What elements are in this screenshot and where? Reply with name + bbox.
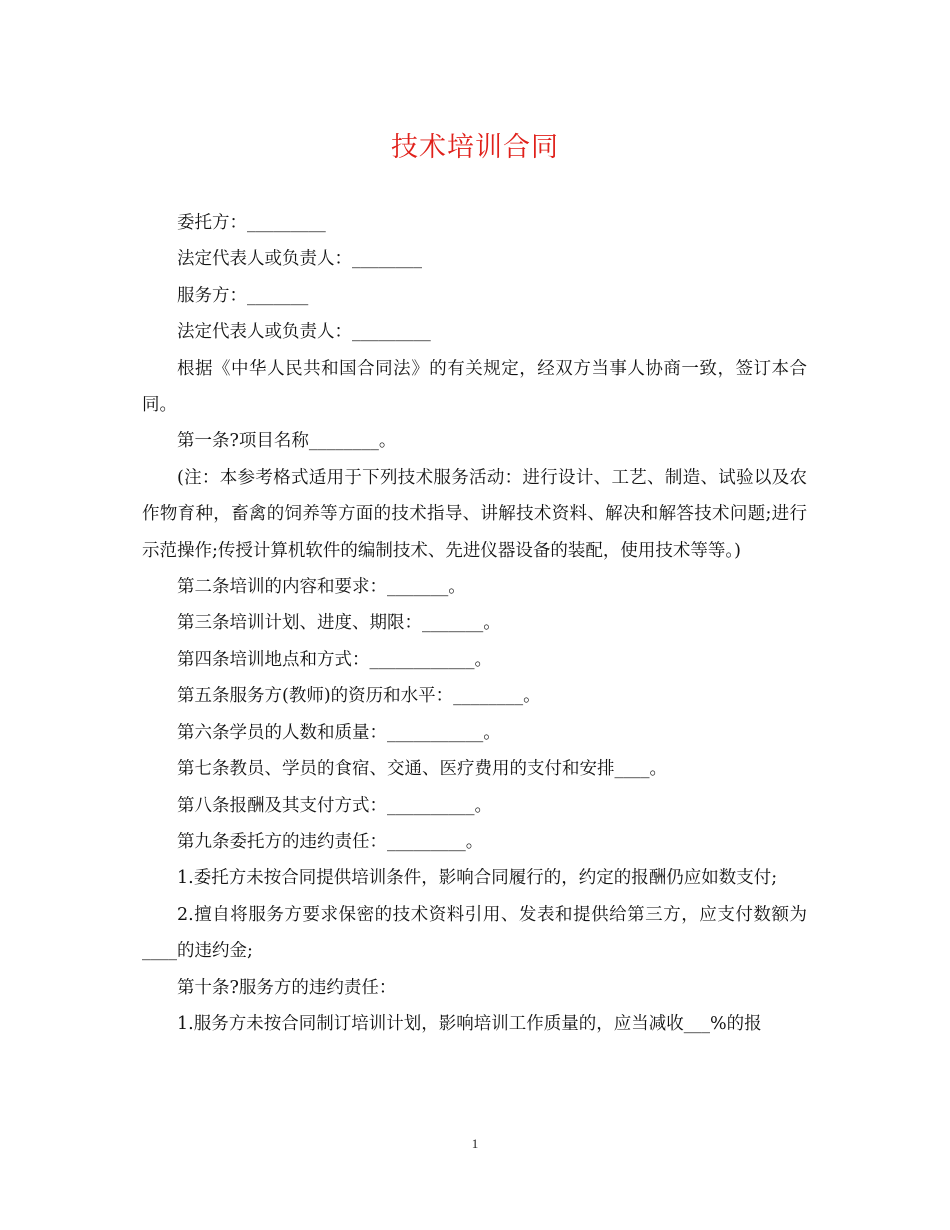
document-title: 技术培训合同 [391, 132, 559, 163]
paragraph-service-provider: 服务方：_______ [177, 285, 309, 306]
paragraph-article-6: 第六条学员的人数和质量：___________。 [177, 722, 501, 743]
paragraph-article-9-item-1: 1.委托方未按合同提供培训条件，影响合同履行的，约定的报酬仍应如数支付; [177, 868, 778, 889]
paragraph-note: (注：本参考格式适用于下列技术服务活动：进行设计、工艺、制造、试验以及农作物育种，畜禽的饲养等方面的技术指导、讲解技术资料、解决和解答技术问题;进行示范操作;传授计算机软件的编制技术、先进仪器设备的装配，使用技术等等。) [142, 467, 807, 561]
paragraph-article-5: 第五条服务方(教师)的资历和水平：________。 [177, 686, 541, 707]
paragraph-article-9: 第九条委托方的违约责任：_________。 [177, 831, 484, 852]
page-number: 1 [471, 1136, 479, 1151]
paragraph-article-8: 第八条报酬及其支付方式：__________。 [177, 795, 492, 816]
paragraph-preamble: 根据《中华人民共和国合同法》的有关规定，经双方当事人协商一致，签订本合同。 [142, 358, 807, 416]
paragraph-article-10: 第十条?服务方的违约责任： [177, 977, 397, 998]
paragraph-principal: 委托方：_________ [177, 213, 326, 233]
paragraph-article-7: 第七条教员、学员的食宿、交通、医疗费用的支付和安排____。 [177, 759, 667, 780]
paragraph-provider-representative: 法定代表人或负责人：_________ [177, 322, 431, 343]
paragraph-article-9-item-2: 2.擅自将服务方要求保密的技术资料引用、发表和提供给第三方，应支付数额为____的违约金; [142, 904, 807, 962]
paragraph-article-1: 第一条?项目名称________。 [177, 431, 397, 452]
document-body [142, 205, 807, 1042]
paragraph-article-10-item-1: 1.服务方未按合同制订培训计划，影响培训工作质量的，应当减收___%的报 [177, 1013, 762, 1034]
paragraph-article-4: 第四条培训地点和方式：____________。 [177, 649, 492, 670]
paragraph-article-2: 第二条培训的内容和要求：_______。 [177, 577, 466, 598]
paragraph-article-3: 第三条培训计划、进度、期限：_______。 [177, 613, 501, 634]
paragraph-principal-representative: 法定代表人或负责人：________ [177, 249, 422, 270]
